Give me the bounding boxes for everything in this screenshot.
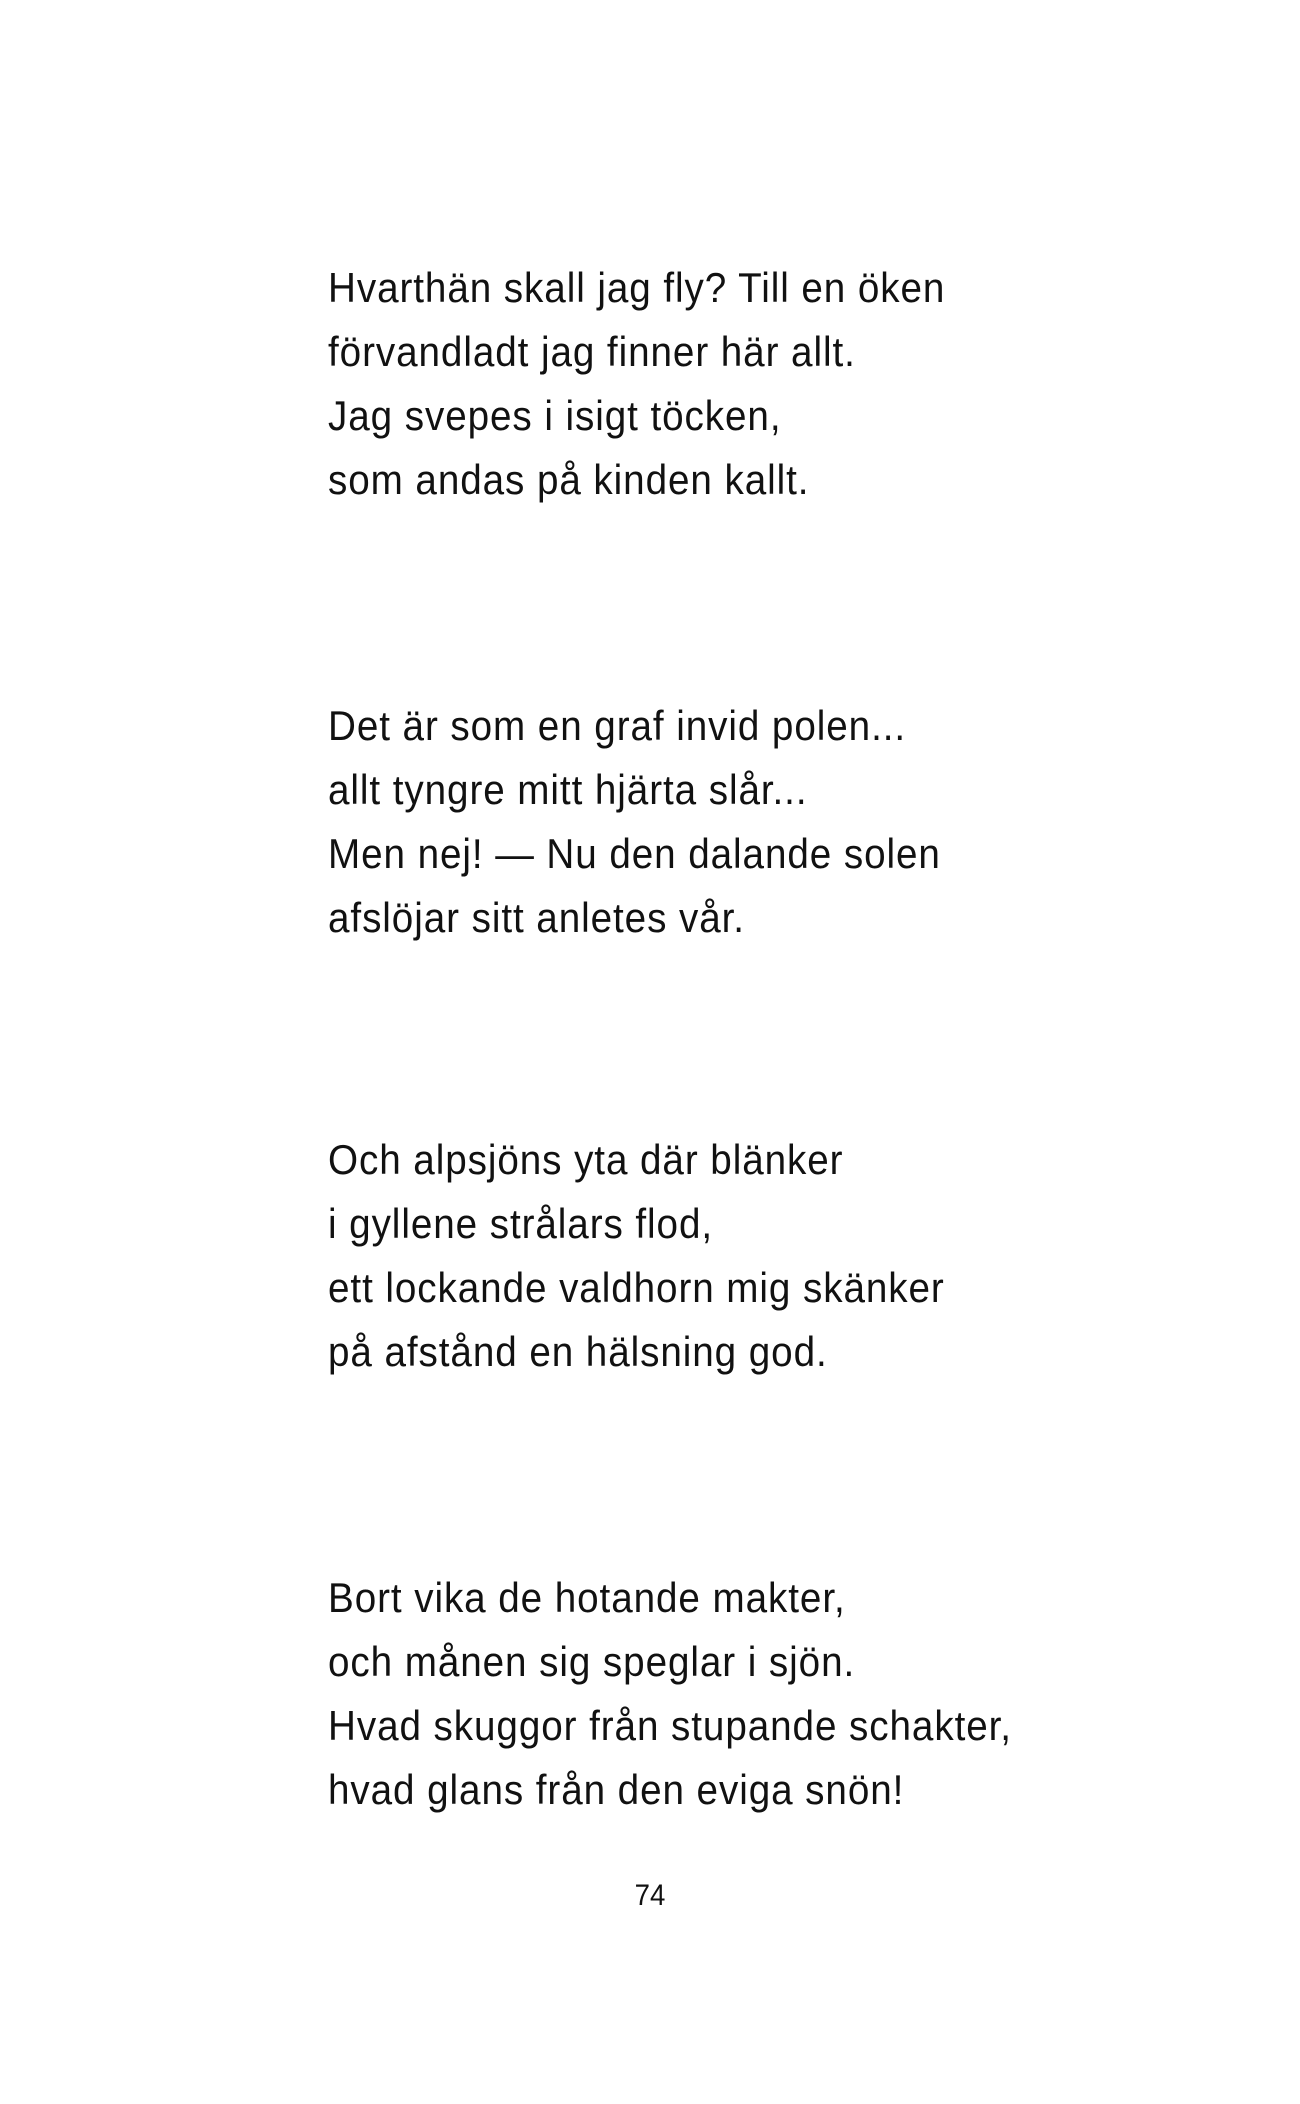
stanza-2 xyxy=(328,694,1128,950)
poem-line: Bort vika de hotande makter, xyxy=(328,1574,846,1621)
poem-line: afslöjar sitt anletes vår. xyxy=(328,894,745,941)
poem-line: Men nej! — Nu den dalande solen xyxy=(328,830,941,877)
poem-line: Det är som en graf invid polen... xyxy=(328,702,907,749)
poem-line: förvandladt jag finner här allt. xyxy=(328,328,856,375)
poem-line: Och alpsjöns yta där blänker xyxy=(328,1136,844,1183)
poem-line: och månen sig speglar i sjön. xyxy=(328,1638,856,1685)
stanza-1 xyxy=(328,256,1128,512)
stanza-3 xyxy=(328,1128,1128,1384)
poem-line: ett lockande valdhorn mig skänker xyxy=(328,1264,945,1311)
poem-line: allt tyngre mitt hjärta slår... xyxy=(328,766,808,813)
poem-line: som andas på kinden kallt. xyxy=(328,456,810,503)
poem-line: Hvad skuggor från stupande schakter, xyxy=(328,1702,1012,1749)
poem-line: på afstånd en hälsning god. xyxy=(328,1328,828,1375)
stanza-4 xyxy=(328,1566,1128,1822)
poem-line: Hvarthän skall jag fly? Till en öken xyxy=(328,264,946,311)
poem-line: i gyllene strålars flod, xyxy=(328,1200,714,1247)
poem-line: Jag svepes i isigt töcken, xyxy=(328,392,782,439)
poem-line: hvad glans från den eviga snön! xyxy=(328,1766,905,1813)
page-number: 74 xyxy=(634,1879,666,1912)
